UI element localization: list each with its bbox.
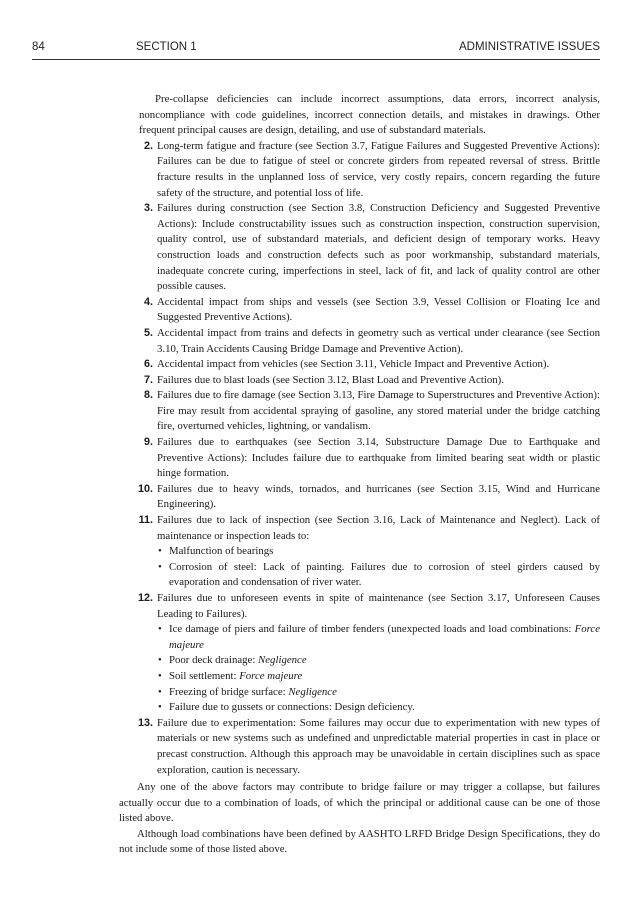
item-text: Failures due to unforeseen events in spite of maintenance (see Section 3.17, Unforeseen Causes Leading to Failures). <box>157 592 600 620</box>
item-text: Failures due to blast loads (see Section 3.12, Blast Load and Preventive Action). <box>157 373 504 386</box>
item-number: 10. <box>137 482 153 495</box>
item-number: 2. <box>143 139 153 152</box>
list-item <box>139 716 600 778</box>
bullet-text: Malfunction of bearings <box>169 545 274 558</box>
bullet-emphasis: Negligence <box>288 685 337 698</box>
page-number: 84 <box>32 41 45 53</box>
body-text <box>139 92 600 778</box>
bullet-text: Failure due to gussets or connections: Design deficiency. <box>169 701 415 714</box>
bullet-icon: • <box>158 685 162 698</box>
item-text: Failures due to lack of inspection (see Section 3.16, Lack of Maintenance and Neglect). Lack of maintenance or inspection leads to: <box>157 514 600 542</box>
section-label: SECTION 1 <box>136 41 197 53</box>
item-number: 11. <box>138 514 153 527</box>
item-number: 8. <box>143 389 153 402</box>
list-item <box>139 513 600 591</box>
bullet-icon: • <box>158 545 162 558</box>
bullet-text: Soil settlement: <box>169 669 240 682</box>
bullet-emphasis: Force majeure <box>239 669 303 682</box>
bullet-text: Corrosion of steel: Lack of painting. Failures due to corrosion of steel girders caused by evaporation and condensation of river water. <box>169 560 600 589</box>
bullet-item <box>157 669 600 685</box>
bullet-item <box>157 560 600 591</box>
bullet-text: Freezing of bridge surface: <box>169 685 289 698</box>
bullet-item <box>157 685 600 701</box>
list-item <box>139 201 600 295</box>
item-text: Long-term fatigue and fracture (see Section 3.7, Fatigue Failures and Suggested Preventive Actions): Failures can be due to fatigue of steel or concrete girders from repeated reversal of stress. Brittle fracture results in the unplanned loss of service, very costly repairs, concern regarding the future safety of the structure, and potential loss of life. <box>157 139 600 199</box>
list-item <box>139 139 600 201</box>
bullet-icon: • <box>158 654 162 667</box>
chapter-title: ADMINISTRATIVE ISSUES <box>458 41 600 53</box>
item-number: 3. <box>143 202 153 215</box>
item-text: Failure due to experimentation: Some failures may occur due to experimentation with new types of materials or new systems such as undefined and unpredictable material properties in cast in place or precast construction. Although this approach may be unavoidable in certain disciplines such as space exploration, caution is necessary. <box>157 716 600 776</box>
closing-text <box>119 780 600 858</box>
bullet-item <box>157 700 600 716</box>
item-number: 6. <box>143 358 153 371</box>
item-text: Failures due to earthquakes (see Section 3.14, Substructure Damage Due to Earthquake and Preventive Actions): Includes failure due to earthquake from limited bearing seat width or plastic hinge formation. <box>157 436 600 480</box>
item-text: Accidental impact from trains and defects in geometry such as vertical under clearance (see Section 3.10, Train Accidents Causing Bridge Damage and Preventive Action). <box>157 326 600 355</box>
list-item <box>139 295 600 326</box>
bullet-item <box>157 622 600 653</box>
bullet-text: Poor deck drainage: <box>169 654 259 667</box>
list-item <box>139 482 600 513</box>
list-item <box>139 357 600 373</box>
item-text: Failures due to fire damage (see Section 3.13, Fire Damage to Superstructures and Preventive Action): Fire may result from accidental spraying of gasoline, any stored material under the bridge catching fire, overturned vehicles, lightning, or vandalism. <box>157 389 600 433</box>
item-number: 9. <box>143 436 153 449</box>
closing-paragraph: Any one of the above factors may contribute to bridge failure or may trigger a collapse, but failures actually occur due to a combination of loads, of which the principal or additional cause can be one of those listed above. <box>119 781 600 825</box>
intro-paragraph: Pre-collapse deficiencies can include incorrect assumptions, data errors, incorrect analysis, noncompliance with code guidelines, incorrect connection details, and mistakes in drawings. Other frequent principal causes are design, detailing, and use of substandard materials. <box>139 93 600 137</box>
item-text: Accidental impact from vehicles (see Section 3.11, Vehicle Impact and Preventive Action). <box>157 358 550 371</box>
list-item <box>139 591 600 716</box>
item-number: 7. <box>143 373 153 386</box>
list-item <box>139 388 600 435</box>
item-number: 5. <box>143 326 153 339</box>
item-text: Accidental impact from ships and vessels (see Section 3.9, Vessel Collision or Floating Ice and Suggested Preventive Actions). <box>157 295 600 324</box>
list-item <box>139 373 600 389</box>
bullet-emphasis: Force majeure <box>169 623 600 651</box>
sub-bullet-list <box>157 622 600 716</box>
running-header <box>32 41 600 57</box>
bullet-item <box>157 544 600 560</box>
bullet-emphasis: Negligence <box>258 654 307 667</box>
bullet-icon: • <box>158 623 162 636</box>
bullet-text: Ice damage of piers and failure of timber fenders (unexpected loads and load combinations: <box>169 623 575 636</box>
item-number: 13. <box>137 716 153 729</box>
sub-bullet-list <box>157 544 600 591</box>
item-text: Failures due to heavy winds, tornados, and hurricanes (see Section 3.15, Wind and Hurricane Engineering). <box>157 482 600 511</box>
list-item <box>139 326 600 357</box>
bullet-icon: • <box>158 669 162 682</box>
item-number: 12. <box>137 592 153 604</box>
item-text: Failures during construction (see Section 3.8, Construction Deficiency and Suggested Preventive Actions): Include constructability issues such as construction inspection, construction supervision, quality control, use of substandard materials, and deficient design of temporary works. Heavy construction loads and construction defects such as poor workmanship, substandard materials, inadequate concrete curing, imperfections in steel, lack of fit, and lack of quality control are other possible causes. <box>157 202 600 293</box>
bullet-item <box>157 653 600 669</box>
bullet-icon: • <box>158 560 162 573</box>
item-number: 4. <box>143 295 153 308</box>
bullet-icon: • <box>158 701 162 714</box>
closing-paragraph: Although load combinations have been defined by AASHTO LRFD Bridge Design Specifications, they do not include some of those listed above. <box>119 827 600 856</box>
list-item <box>139 435 600 482</box>
header-rule <box>32 59 600 60</box>
